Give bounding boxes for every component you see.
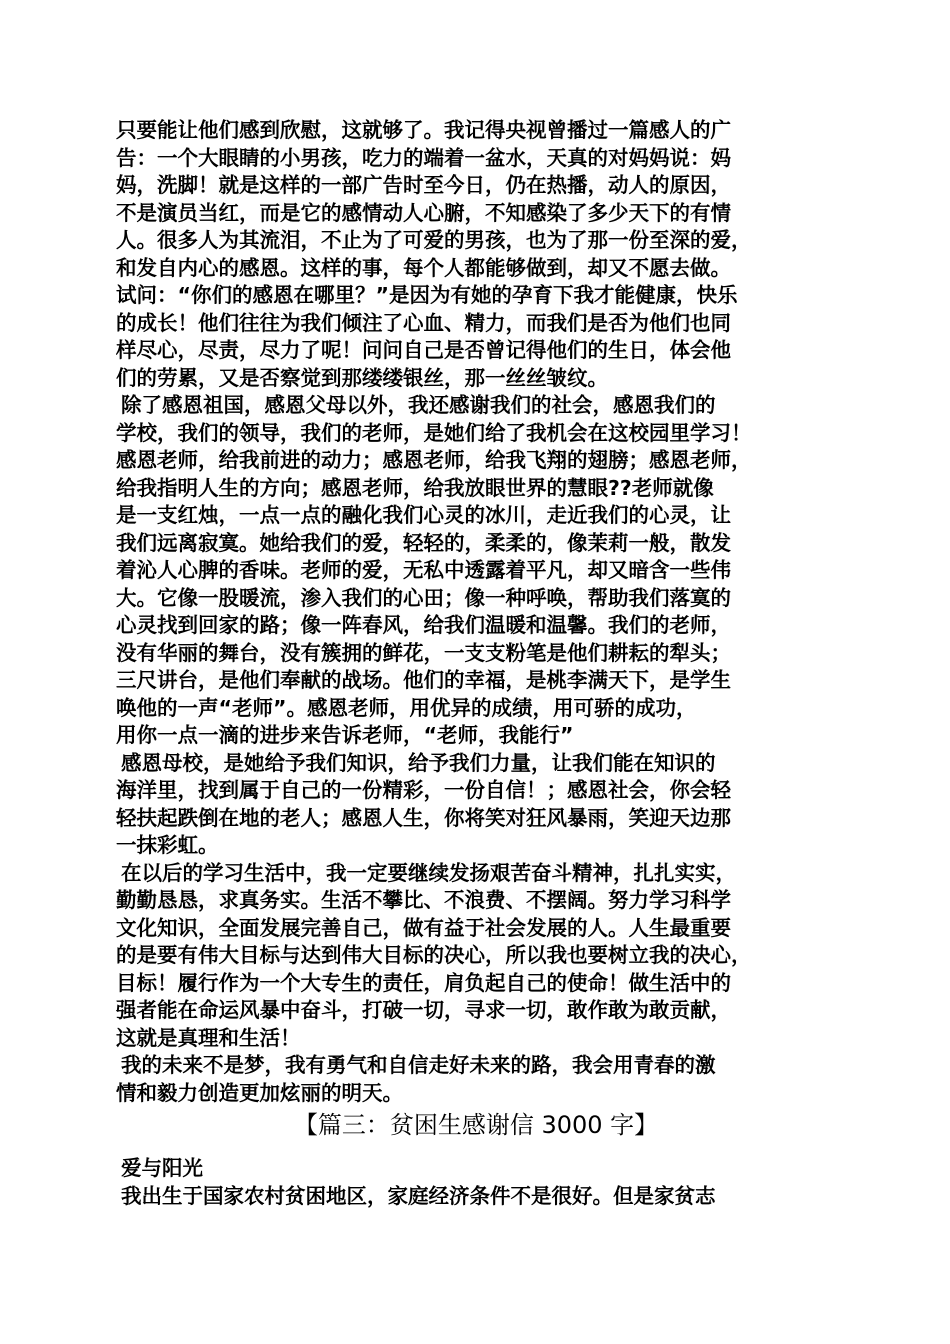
text-line: 学校，我们的领导，我们的老师，是她们给了我机会在这校园里学习！ bbox=[116, 420, 752, 445]
text-line: 大。它像一股暖流，渗入我们的心田；像一种呼唤，帮助我们落寞的 bbox=[116, 585, 731, 610]
text-line: 我们远离寂寞。她给我们的爱，轻轻的，柔柔的，像茉莉一般，散发 bbox=[116, 530, 731, 555]
text-line: 给我指明人生的方向；感恩老师，给我放眼世界的慧眼??老师就像 bbox=[116, 475, 714, 500]
text-line: 用你一点一滴的进步来告诉老师，“老师，我能行” bbox=[116, 723, 574, 747]
text-line: 是一支红烛，一点一点的融化我们心灵的冰川，走近我们的心灵，让 bbox=[116, 503, 731, 527]
document-body bbox=[116, 117, 836, 1210]
section-heading: 【篇三：贫困生感谢信 3000 字】 bbox=[293, 1111, 659, 1139]
text-line: 强者能在命运风暴中奋斗，打破一切，寻求一切，敢作敢为敢贡献， bbox=[116, 998, 731, 1022]
text-line: 感恩母校，是她给予我们知识，给予我们力量，让我们能在知识的 bbox=[121, 750, 716, 775]
text-line: 我的未来不是梦，我有勇气和自信走好未来的路，我会用青春的激 bbox=[121, 1053, 716, 1077]
text-line: 轻扶起跌倒在地的老人；感恩人生，你将笑对狂风暴雨，笑迎天边那 bbox=[116, 805, 731, 830]
text-line: 心灵找到回家的路；像一阵春风，给我们温暖和温馨。我们的老师， bbox=[116, 613, 731, 637]
text-line: 一抹彩虹。 bbox=[116, 833, 219, 857]
text-line: 试问：“你们的感恩在哪里？”是因为有她的孕育下我才能健康，快乐 bbox=[116, 283, 738, 307]
text-line: 目标！履行作为一个大专生的责任，肩负起自己的使命！做生活中的 bbox=[116, 970, 731, 995]
text-line: 我出生于国家农村贫困地区，家庭经济条件不是很好。但是家贫志 bbox=[121, 1183, 716, 1208]
text-line: 和发自内心的感恩。这样的事，每个人都能够做到，却又不愿去做。 bbox=[116, 255, 731, 280]
text-line: 告：一个大眼睛的小男孩，吃力的端着一盆水，天真的对妈妈说：妈 bbox=[116, 145, 731, 170]
text-line: 们的劳累，又是否察觉到那缕缕银丝，那一丝丝皱纹。 bbox=[116, 365, 608, 390]
text-line: 样尽心，尽责，尽力了呢！问问自己是否曾记得他们的生日，体会他 bbox=[116, 338, 731, 362]
section-subtitle: 爱与阳光 bbox=[121, 1156, 203, 1180]
text-line: 只要能让他们感到欣慰，这就够了。我记得央视曾播过一篇感人的广 bbox=[116, 118, 731, 142]
text-line: 在以后的学习生活中，我一定要继续发扬艰苦奋斗精神，扎扎实实， bbox=[121, 860, 736, 885]
text-line: 着沁人心脾的香味。老师的爱，无私中透露着平凡，却又暗含一些伟 bbox=[116, 558, 731, 582]
text-line: 这就是真理和生活！ bbox=[116, 1025, 301, 1050]
text-line: 感恩老师，给我前进的动力；感恩老师，给我飞翔的翅膀；感恩老师， bbox=[116, 448, 752, 472]
text-line: 三尺讲台，是他们奉献的战场。他们的幸福，是桃李满天下，是学生 bbox=[116, 668, 731, 692]
text-line: 的成长！他们往往为我们倾注了心血、精力，而我们是否为他们也同 bbox=[116, 310, 731, 335]
text-line: 海洋里，找到属于自己的一份精彩，一份自信！；感恩社会，你会轻 bbox=[116, 778, 731, 802]
text-line: 勤勤恳恳，求真务实。生活不攀比、不浪费、不摆阔。努力学习科学 bbox=[116, 888, 731, 912]
text-line: 不是演员当红，而是它的感情动人心腑，不知感染了多少天下的有情 bbox=[116, 200, 731, 225]
text-line: 人。很多人为其流泪，不止为了可爱的男孩，也为了那一份至深的爱， bbox=[116, 228, 752, 252]
text-line: 文化知识，全面发展完善自己，做有益于社会发展的人。人生最重要 bbox=[116, 915, 731, 940]
text-line: 的是要有伟大目标与达到伟大目标的决心，所以我也要树立我的决心， bbox=[116, 943, 752, 967]
text-line: 没有华丽的舞台，没有簇拥的鲜花，一支支粉笔是他们耕耘的犁头； bbox=[116, 640, 731, 665]
text-line: 情和毅力创造更加炫丽的明天。 bbox=[116, 1080, 403, 1105]
text-line: 除了感恩祖国，感恩父母以外，我还感谢我们的社会，感恩我们的 bbox=[121, 393, 716, 417]
text-line: 妈，洗脚！就是这样的一部广告时至今日，仍在热播，动人的原因， bbox=[116, 173, 731, 197]
text-line: 唤他的一声“老师”。感恩老师，用优异的成绩，用可骄的成功， bbox=[116, 695, 697, 720]
